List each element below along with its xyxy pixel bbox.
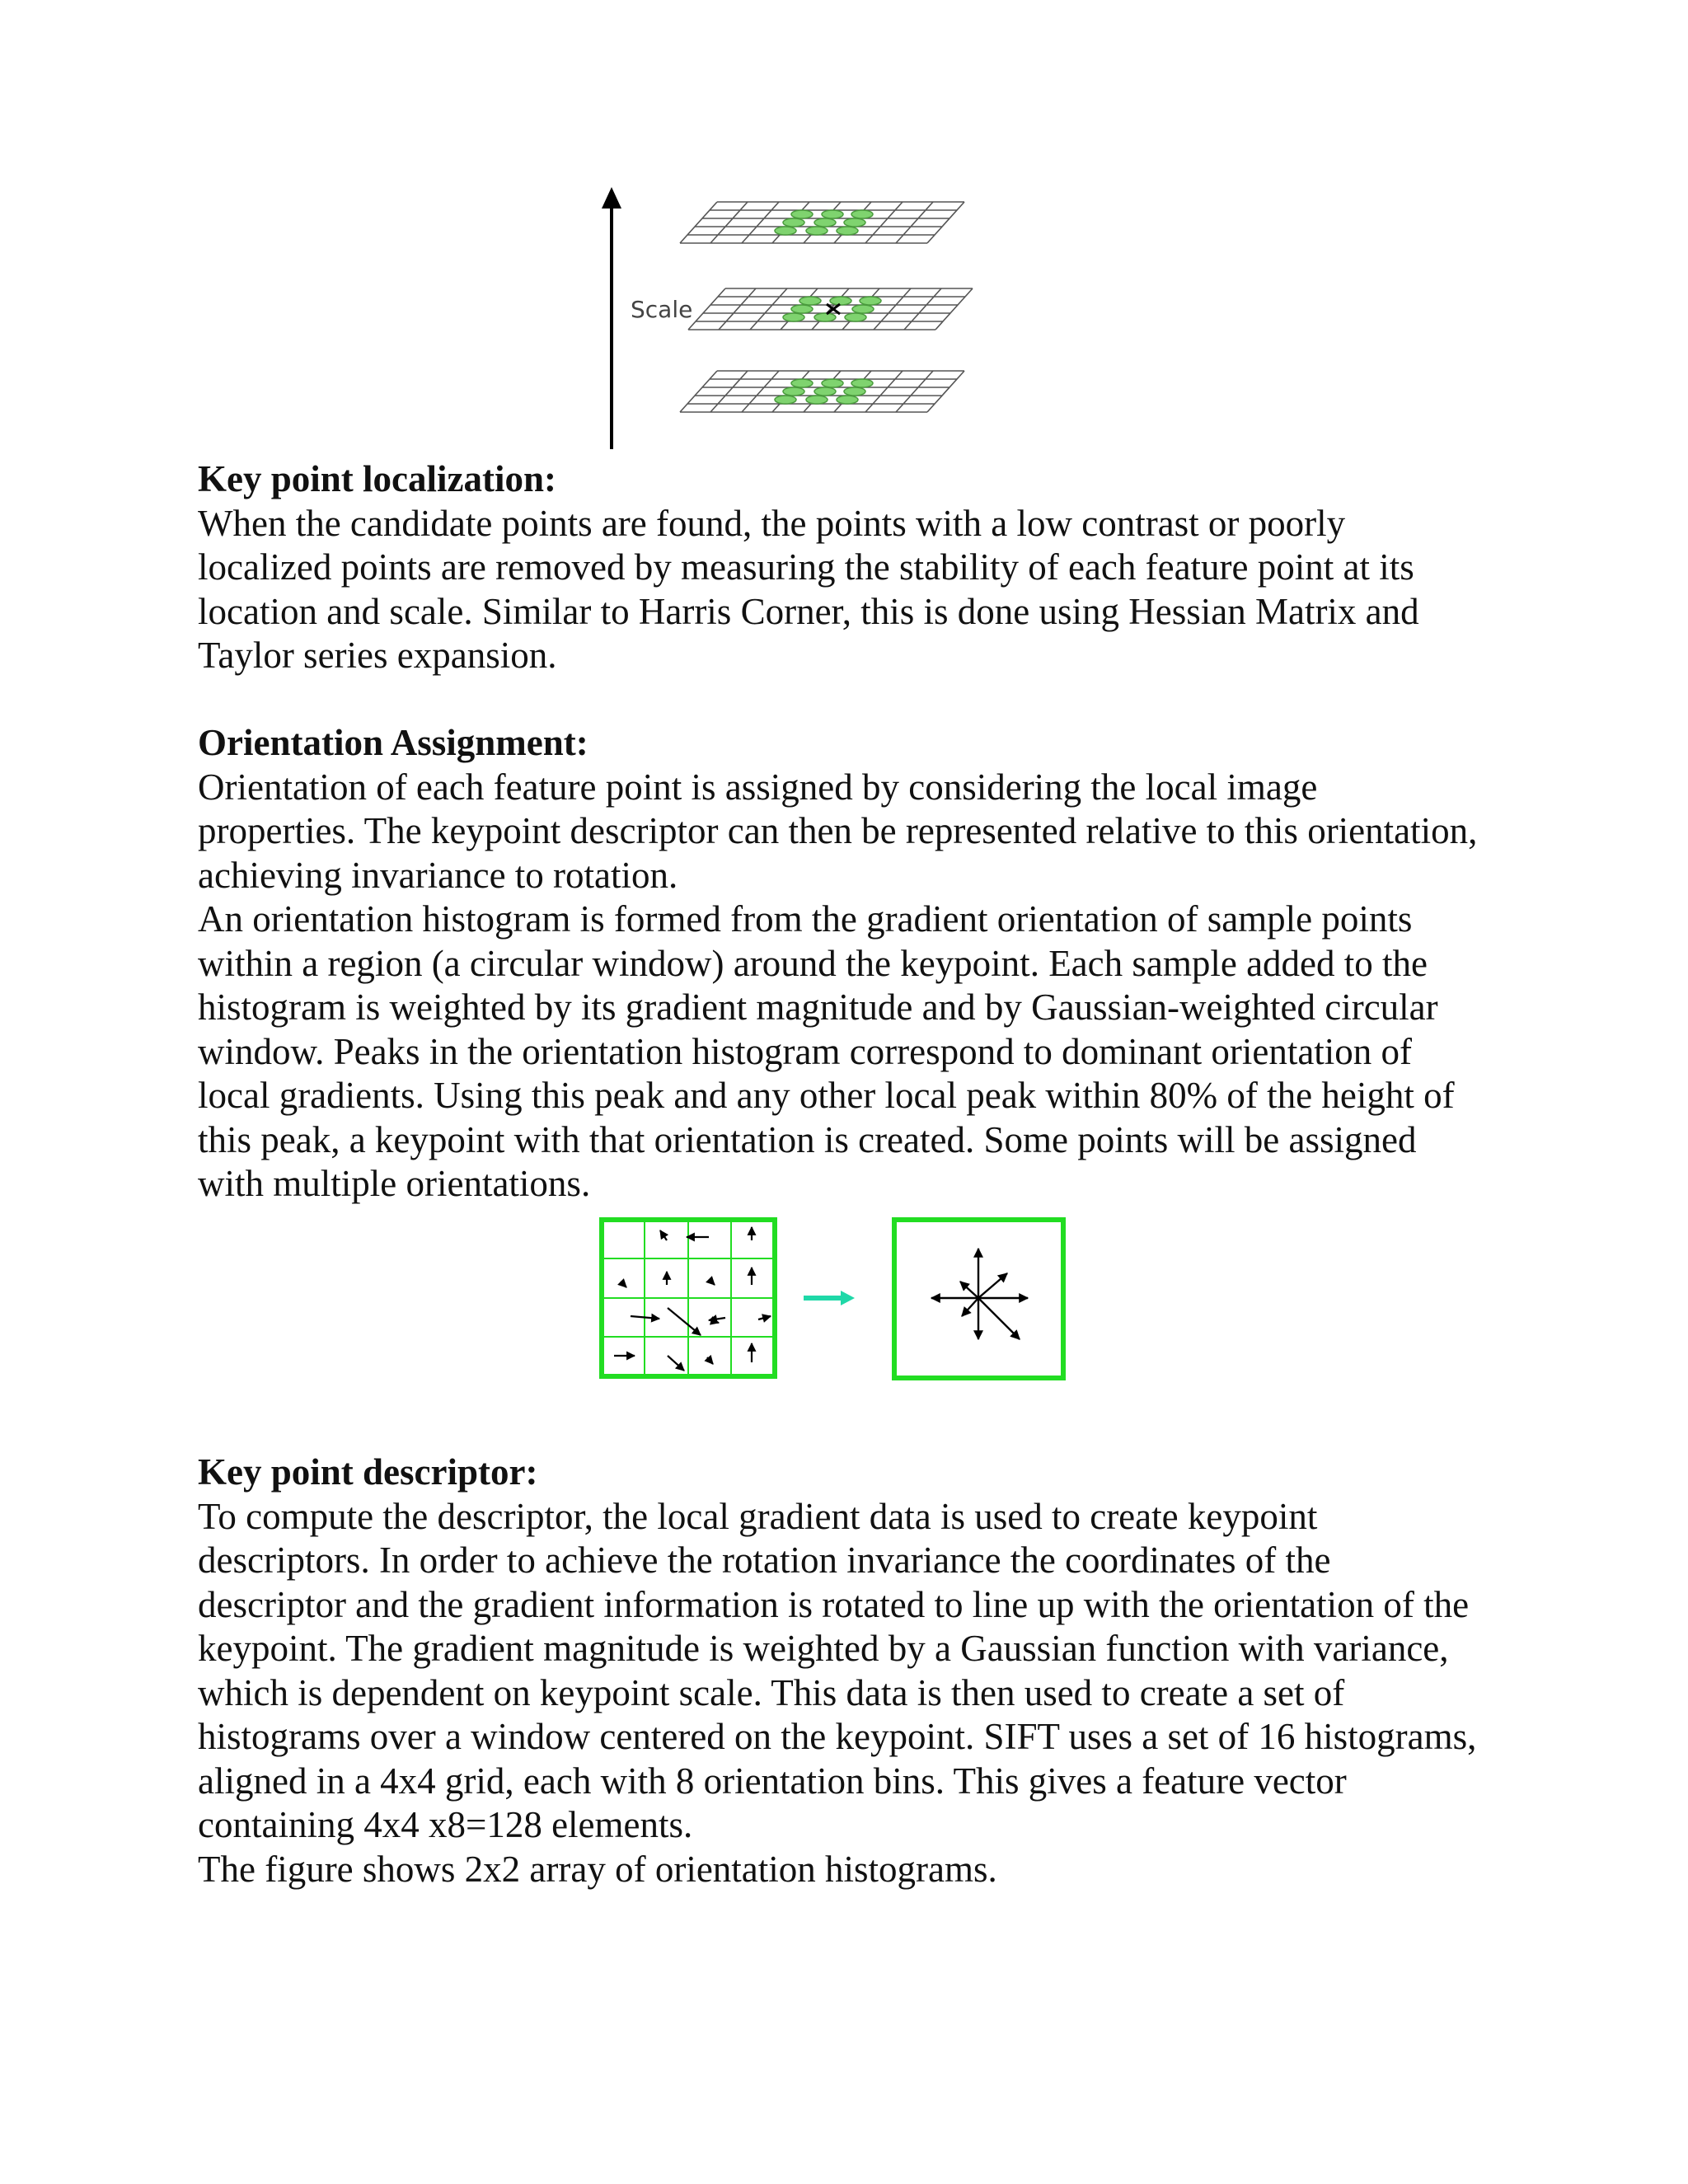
section-paragraph: To compute the descriptor, the local gradient data is used to create keypoint descriptors. In order to achieve the rotation invariance the coordinates of the descriptor and the gradient information is rotated to line up with the orientation of the keypoint. The gradient magnitude is weighted by a Gaussian function with variance, which is dependent on keypoint scale. This data is then used to create a set of histograms over a window centered on the keypoint. SIFT uses a set of 16 histograms, aligned in a 4x4 grid, each with 8 orientation bins. This gives a feature vector containing 4x4 x8=128 elements.: [198, 1495, 1477, 1845]
scale-axis-arrow: [602, 187, 621, 449]
gradient-grid: [602, 1220, 775, 1376]
scale-layer-bottom: [680, 371, 964, 412]
orientation-histogram-figure: [598, 1216, 1100, 1397]
section-paragraph: Orientation of each feature point is assigned by considering the local image properties. The keypoint descriptor can then be represented relative to this orientation, achieving invariance to rotation.: [198, 766, 1478, 896]
section-orientation-assignment: [198, 721, 1484, 1207]
section-heading: Key point localization:: [198, 458, 556, 499]
keypoint-orientation-box: [894, 1220, 1063, 1378]
section-paragraph: The figure shows 2x2 array of orientation histograms.: [198, 1848, 997, 1890]
section-paragraph: When the candidate points are found, the points with a low contrast or poorly localized points are removed by measuring the stability of each feature point at its location and scale. Similar to Harris Corner, this is done using Hessian Matrix and Taylor series expansion.: [198, 502, 1419, 676]
transition-arrow-icon: [804, 1291, 855, 1305]
section-paragraph: An orientation histogram is formed from the gradient orientation of sample points within a region (a circular window) around the keypoint. Each sample added to the histogram is weighted by its gradient magnitude and by Gaussian-weighted circular window. Peaks in the orientation histogram correspond to dominant orientation of local gradients. Using this peak and any other local peak within 80% of the height of this peak, a keypoint with that orientation is created. Some points will be assigned with multiple orientations.: [198, 898, 1455, 1204]
scale-layer-middle: [688, 288, 973, 330]
section-keypoint-descriptor: [198, 1451, 1484, 1891]
section-heading: Orientation Assignment:: [198, 722, 588, 763]
section-keypoint-localization: [198, 457, 1484, 678]
scale-axis-label: Scale: [631, 296, 693, 323]
scale-layer-top: [680, 202, 964, 243]
scale-space-figure: [577, 185, 1113, 457]
section-heading: Key point descriptor:: [198, 1451, 538, 1493]
